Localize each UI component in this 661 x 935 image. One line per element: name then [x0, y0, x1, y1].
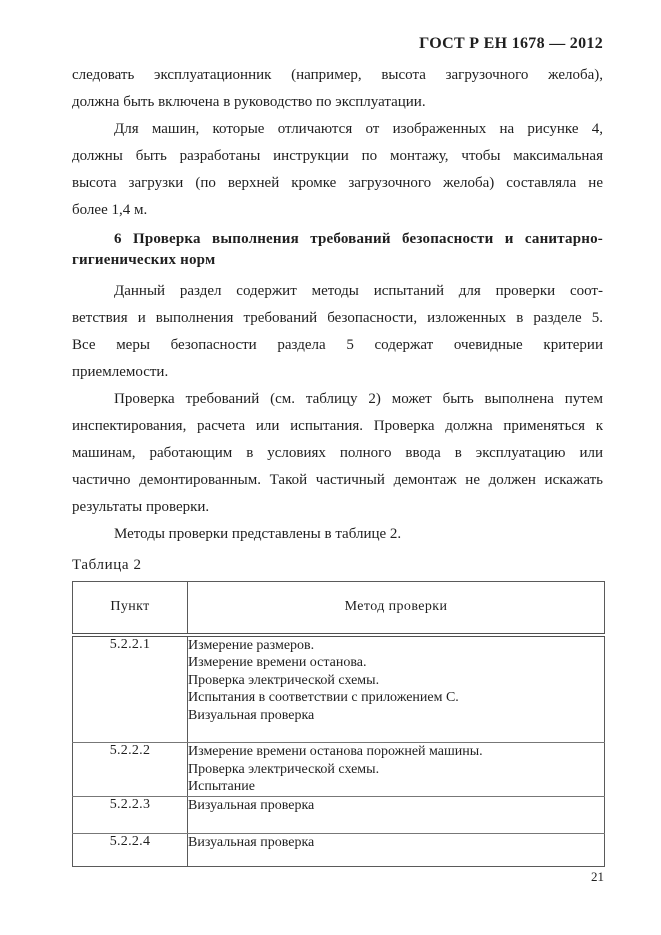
text-line: гигиенических норм [72, 252, 216, 268]
method-line: Измерение размеров. [188, 637, 315, 653]
verification-methods-table [72, 581, 605, 867]
page-number: 21 [591, 868, 604, 884]
text-line: результаты проверки. [72, 499, 210, 515]
text-line: частично демонтированным. Такой частичный демонтаж не должен искажать [72, 472, 603, 488]
text-line: 6 Проверка выполнения требований безопасности и санитарно- [114, 231, 603, 247]
paragraph [72, 521, 603, 548]
table-caption: Таблица 2 [72, 557, 142, 573]
cell-method [188, 743, 605, 797]
table-row [73, 796, 605, 833]
method-line: Визуальная проверка [188, 797, 315, 813]
cell-method [188, 833, 605, 866]
paragraph [72, 62, 603, 116]
cell-punkt: 5.2.2.1 [73, 635, 188, 743]
text-line: должна быть включена в руководство по эксплуатации. [72, 94, 426, 110]
cell-punkt: 5.2.2.3 [73, 796, 188, 833]
paragraph [72, 116, 603, 224]
table-row [73, 833, 605, 866]
method-line: Испытание [188, 779, 255, 794]
paragraph [72, 386, 603, 521]
method-line: Измерение времени останова. [188, 655, 367, 670]
paragraph [72, 278, 603, 386]
document-code-header: ГОСТ Р ЕН 1678 — 2012 [419, 35, 603, 52]
cell-punkt: 5.2.2.4 [73, 833, 188, 866]
text-line: машинам, работающим в условиях полного ввода в эксплуатацию или [72, 445, 603, 461]
method-line: Испытания в соответствии с приложением С. [188, 690, 459, 705]
text-line: более 1,4 м. [72, 202, 148, 218]
text-line: высота загрузки (по верхней кромке загрузочного желоба) составляла не [72, 175, 603, 191]
text-line: приемлемости. [72, 364, 169, 380]
text-line: Методы проверки представлены в таблице 2. [114, 526, 402, 542]
cell-method [188, 796, 605, 833]
text-line: должны быть разработаны инструкции по монтажу, чтобы максимальная [72, 148, 603, 164]
document-body [72, 62, 603, 548]
text-line: ветствия и выполнения требований безопасности, изложенных в разделе 5. [72, 310, 603, 326]
table-header-row [73, 582, 605, 635]
section-heading [72, 229, 603, 271]
column-header-method: Метод проверки [188, 582, 605, 635]
cell-punkt: 5.2.2.2 [73, 743, 188, 797]
cell-method [188, 635, 605, 743]
text-line: Все меры безопасности раздела 5 содержат очевидные критерии [72, 337, 603, 353]
table-row [73, 635, 605, 743]
method-line: Проверка электрической схемы. [188, 672, 380, 688]
text-line: Для машин, которые отличаются от изображенных на рисунке 4, [114, 121, 603, 137]
method-line: Измерение времени останова порожней машины. [188, 744, 483, 759]
column-header-punkt: Пункт [73, 582, 188, 635]
method-line: Визуальная проверка [188, 834, 315, 850]
table-row [73, 743, 605, 797]
text-line: следовать эксплуатационник (например, высота загрузочного желоба), [72, 67, 603, 83]
table-body [73, 635, 605, 867]
method-line: Визуальная проверка [188, 707, 315, 723]
method-line: Проверка электрической схемы. [188, 761, 380, 777]
text-line: Данный раздел содержит методы испытаний для проверки соот- [114, 283, 603, 299]
text-line: Проверка требований (см. таблицу 2) может быть выполнена путем [114, 391, 603, 407]
text-line: инспектирования, расчета или испытания. Проверка должна применяться к [72, 418, 603, 434]
